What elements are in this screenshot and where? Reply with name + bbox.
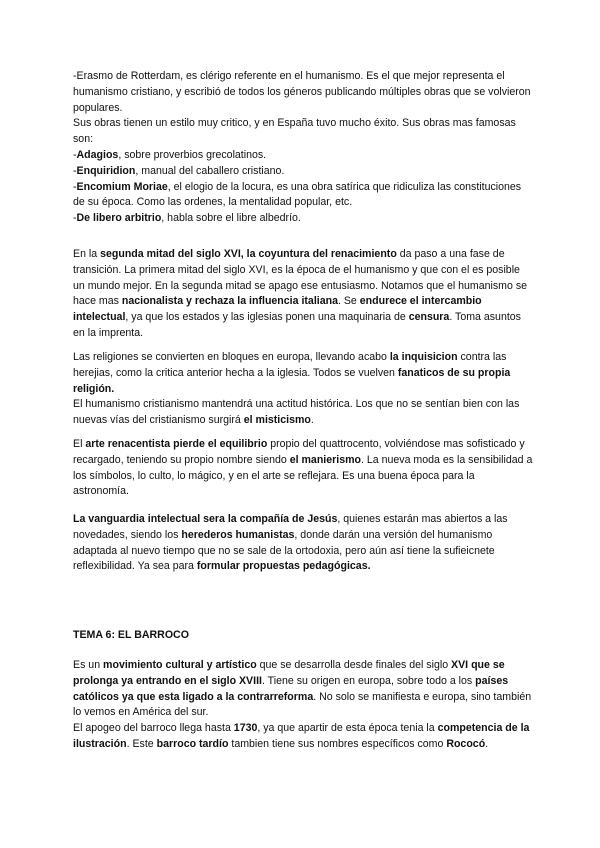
work-desc: , habla sobre el libre albedrío. [161,212,301,225]
paragraph-text [73,658,533,721]
bold-span: segunda mitad del siglo XVI, la coyuntura del renacimiento [100,248,397,260]
work-title: Adagios [76,148,119,161]
work-desc: , manual del caballero cristiano. [135,164,285,177]
bold-span: censura [408,311,450,324]
text-span: tambien tiene sus nombres específicos como [228,737,447,750]
bold-span: el misticismo [243,414,311,427]
work-title: De libero arbitrio [76,212,162,225]
text-span: , ya que los estados y las iglesias ponen una maquinaria de [125,311,409,324]
work-item [73,164,533,180]
text-span: da paso a una fase de transición. La primera mitad del siglo XVI, es la época de el humanismo y que con el es posible un mundo mejor. En la segunda mitad se apago ese entusiasmo. Notamos que el humanismo se hace mas [73,248,528,308]
bold-span: la inquisicion [389,351,458,363]
bullet-dash: - [73,212,77,225]
bold-span: formular propuestas pedagógicas. [196,560,371,573]
text-span: que se desarrolla desde finales del siglo [256,659,452,671]
text-span: En la [73,248,101,260]
work-item [73,180,533,212]
bold-span: 1730 [233,722,258,735]
bold-span: endurece el intercambio intelectual [73,295,482,324]
bold-span: Rococó [446,737,486,750]
bold-span: La vanguardia intelectual sera la compañía de Jesús [73,513,338,525]
text-span: . [485,737,489,750]
bold-span: XVI que se prolonga ya entrando en el siglo XVIII [73,659,505,687]
erasmus-critical: Sus obras tienen un estilo muy critico, y en España tuvo mucho éxito. Sus obras mas famosas son: [73,117,516,146]
bold-span: fanaticos de su propia religión. [73,366,511,395]
bold-span: movimiento cultural y artístico [103,659,257,671]
paragraph-text [73,721,533,753]
text-span: . No solo se manifiesta e europa, sino también lo vemos en América del sur. [73,690,532,719]
paragraph-text [73,247,533,342]
erasmus-section [73,69,533,227]
bold-span: nacionalista y rechaza la influencia italiana [121,295,338,308]
text-span: , quienes estarán mas abiertos a las novedades, siendo los [73,513,508,541]
text-span: . Toma asuntos en la imprenta. [73,311,521,339]
bullet-dash: - [73,148,77,161]
bullet-dash: - [73,164,77,177]
paragraph-text [73,437,533,500]
bullet-dash: - [73,180,77,193]
text-span: Las religiones se convierten en bloques en europa, llevando acabo [73,351,390,363]
text-span: El humanismo cristianismo mantendrá una actitud histórica. Los que no se sentían bien con las nuevas vías del cristianismo surgirá [73,398,520,427]
text-span: , donde darán una versión del humanismo adaptada al nuevo tiempo que no se sale de la ortodoxia, pero aún así tiene la sufieicnete reflexibilidad. Ya sea para [73,528,495,573]
bold-span: arte renacentista pierde el equilibrio [85,438,268,450]
paragraph-art [73,437,533,500]
bold-span: competencia de la ilustración [73,722,530,750]
bold-span: países católicos ya que esta ligado a la contrarreforma [73,674,509,703]
paragraph-second-half-xvi [73,247,533,342]
text-span: . [310,414,314,427]
text-span: Es un [73,659,104,671]
text-span: propio del quattrocento, volviéndose mas sofisticado y recargado, teniendo su propio nombre siendo [73,438,525,466]
section-heading: TEMA 6: EL BARROCO [73,629,189,641]
text-span: . Este [126,737,157,750]
text-span: . Tiene su origen en europa, sobre todo a los [261,674,476,687]
work-desc: , sobre proverbios grecolatinos. [118,148,267,161]
text-span: . Se [337,295,360,308]
paragraph-text [73,350,533,397]
work-title: Encomium Moriae [76,180,168,193]
text-span: El [73,438,86,450]
text-span: , ya que apartir de esta época tenia la [257,722,438,735]
paragraph-religions [73,350,533,429]
bold-span: herederos humanistas [181,528,295,541]
text-span: El apogeo del barroco llega hasta [73,722,234,735]
paragraph-baroque [73,658,533,753]
work-title: Enquiridion [76,164,136,177]
text-span: contra las herejias, como la critica anterior hecha a la iglesia. Todos se vuelven [73,351,507,379]
work-item [73,148,533,164]
work-item [73,211,533,227]
text-span: . La nueva moda es la sensibilidad a los símbolos, lo culto, lo mágico, y en el arte se reflejara. Es una buena época para la astronomía. [73,453,533,498]
erasmus-intro: -Erasmo de Rotterdam, es clérigo referente en el humanismo. Es el que mejor representa el humanismo cristiano, y escribió de todos los géneros publicando múltiples obras que se volvieron populares. [73,70,531,114]
bold-span: el manierismo [289,453,361,466]
work-desc: , el elogio de la locura, es una obra satírica que ridiculiza las constituciones de su época. Como las ordenes, la mentalidad popular, etc. [73,180,522,209]
paragraph-text [73,397,533,429]
paragraph-vanguard [73,512,533,575]
paragraph-text [73,512,533,575]
bold-span: barroco tardío [156,737,229,750]
